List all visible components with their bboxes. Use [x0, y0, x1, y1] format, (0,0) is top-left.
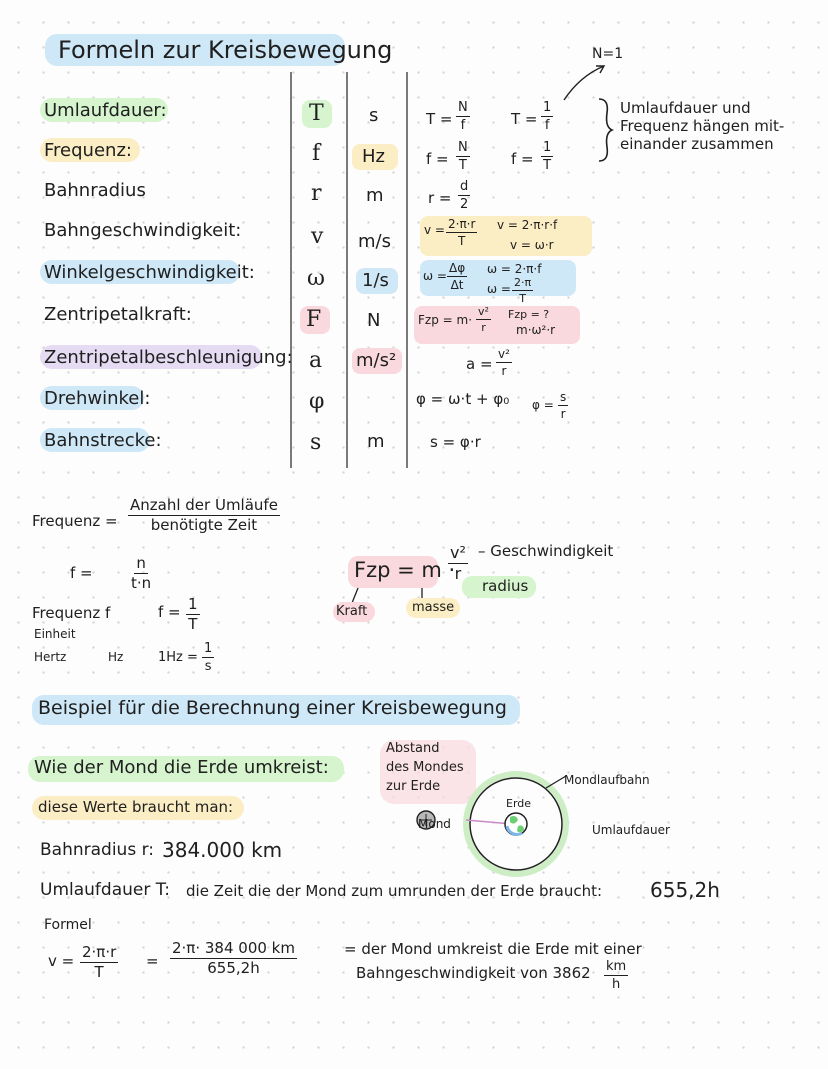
formula-w3-fraction	[512, 277, 533, 304]
unit-formula-den: T	[188, 615, 198, 633]
moon-label: Mond	[418, 817, 451, 831]
formula-w3-den: T	[519, 292, 526, 305]
unit-label-3: Hertz	[34, 650, 67, 664]
side-note-line-2: Frequenz hängen mit-	[620, 117, 785, 135]
fzp-fraction	[448, 545, 468, 582]
top-note: N=1	[592, 46, 624, 62]
example-v-num: 2·π·r	[82, 943, 117, 961]
formula-r-num: d	[460, 179, 469, 194]
orbit-label: Mondlaufbahn	[564, 773, 650, 787]
formula-f1-num: N	[458, 140, 468, 155]
result-unit-fraction	[604, 960, 628, 991]
formula-phi2-lhs: φ =	[532, 398, 554, 412]
distance-line-2: des Mondes	[386, 760, 464, 775]
formula-w3-lhs: ω =	[487, 282, 511, 296]
frequenz-fraction	[128, 498, 280, 533]
formula-w1-num: Δφ	[449, 261, 466, 275]
formula-f2-num: 1	[543, 140, 552, 155]
symbol-r: r	[311, 181, 322, 206]
formula-f1-lhs: f =	[426, 150, 449, 168]
note-radius: radius	[482, 577, 529, 595]
note-kraft: Kraft	[336, 604, 368, 619]
f-formula-lhs: f =	[70, 564, 93, 582]
unit-1s: 1/s	[362, 270, 389, 291]
side-note-line-3: einander zusammen	[620, 135, 774, 153]
unit-hz-num: 1	[204, 641, 213, 656]
result-unit-num: km	[606, 959, 627, 974]
example-calc-fraction	[170, 941, 297, 976]
formula-r-den: 2	[459, 197, 469, 212]
example-v-den: T	[94, 963, 104, 981]
formula-a-lhs: a =	[466, 355, 493, 373]
unit-formula-num: 1	[188, 595, 198, 613]
formula-label: Formel	[44, 917, 92, 933]
symbol-F: F	[306, 307, 322, 332]
example-v-fraction	[80, 945, 118, 980]
period-line-text: die Zeit die der Mond zum umrunden der Erde braucht:	[186, 882, 603, 900]
formula-T2-num: 1	[543, 100, 552, 115]
example-needed: diese Werte braucht man:	[38, 798, 234, 816]
note-geschwindigkeit: – Geschwindigkeit	[478, 542, 614, 560]
unit-formula-lhs: f =	[158, 603, 181, 621]
symbol-f: f	[312, 141, 321, 166]
example-calc-num: 2·π· 384 000 km	[172, 939, 295, 957]
result-line-1: = der Mond umkreist die Erde mit einer	[344, 940, 642, 958]
table-divider-3	[406, 72, 408, 468]
table-divider-1	[290, 72, 292, 468]
formula-T2-fraction	[541, 101, 553, 132]
formula-w1-lhs: ω =	[423, 269, 447, 283]
formula-v3: v = ω·r	[510, 238, 554, 252]
formula-T1-fraction	[456, 101, 470, 132]
result-line-2: Bahngeschwindigkeit von 3862	[356, 964, 591, 982]
brace	[595, 95, 615, 165]
formula-F1-num: v²	[478, 305, 489, 318]
formula-w1-den: Δt	[450, 278, 464, 292]
formula-w2: ω = 2·π·f	[487, 262, 542, 276]
formula-f1-den: T	[458, 158, 467, 173]
row-label-umlaufdauer: Umlaufdauer:	[44, 100, 167, 121]
formula-T2-lhs: T =	[511, 110, 538, 128]
formula-a-den: r	[501, 364, 507, 378]
formula-w1-fraction	[447, 262, 467, 291]
formula-v1-lhs: v =	[424, 223, 445, 237]
side-note-line-1: Umlaufdauer und	[620, 99, 751, 117]
unit-s: s	[369, 105, 379, 126]
formula-r-fraction	[458, 180, 470, 211]
example-question: Wie der Mond die Erde umkreist:	[34, 757, 329, 778]
unit-ms: m/s	[358, 231, 391, 252]
formula-phi2-den: r	[560, 407, 566, 421]
period-line-value: 655,2h	[650, 878, 720, 902]
formula-T1-lhs: T =	[426, 110, 453, 128]
frequenz-label: Frequenz =	[32, 512, 118, 530]
formula-F1-fraction	[476, 306, 491, 333]
formula-s: s = φ·r	[430, 433, 481, 451]
formula-phi1: φ = ω·t + φ₀	[416, 390, 510, 408]
frequenz-num: Anzahl der Umläufe	[130, 496, 278, 514]
example-eq: =	[146, 952, 159, 970]
formula-f2-den: T	[543, 158, 552, 173]
formula-a-num: v²	[498, 347, 510, 361]
fzp-num: v²	[450, 543, 466, 562]
unit-hz-fraction	[202, 642, 214, 673]
row-label-frequenz: Frequenz:	[44, 140, 132, 161]
formula-v1-num: 2·π·r	[448, 217, 476, 231]
row-label-bahnstrecke: Bahnstrecke:	[44, 430, 162, 451]
formula-v1-fraction	[446, 218, 477, 247]
unit-m: m	[366, 185, 384, 206]
unit-formula-fraction	[186, 597, 200, 632]
page-title: Formeln zur Kreisbewegung	[58, 36, 393, 64]
unit-label-2: Einheit	[34, 627, 76, 641]
row-label-bahngeschwindigkeit: Bahngeschwindigkeit:	[44, 220, 242, 241]
fzp-lhs: Fzp = m ·	[354, 558, 456, 582]
f-formula-den: t·n	[131, 574, 152, 592]
note-masse: masse	[412, 600, 455, 615]
formula-phi2-fraction	[558, 391, 568, 420]
unit-m-2: m	[367, 431, 385, 452]
row-label-winkelgeschwindigkeit: Winkelgeschwindigkeit:	[44, 262, 255, 283]
row-label-zentripetalkraft: Zentripetalkraft:	[44, 304, 192, 325]
table-divider-2	[346, 72, 348, 468]
frequenz-den: benötigte Zeit	[150, 516, 258, 534]
formula-F2: Fzp = ?	[508, 308, 550, 321]
row-label-zentripetalbeschleunigung: Zentripetalbeschleunigung:	[44, 347, 293, 368]
symbol-v: v	[311, 224, 324, 249]
distance-line-3: zur Erde	[386, 779, 441, 794]
symbol-T: T	[309, 101, 324, 126]
formula-phi2-num: s	[560, 390, 567, 404]
symbol-s: s	[310, 430, 322, 455]
unit-hz: Hz	[362, 146, 385, 167]
formula-f1-fraction	[456, 141, 470, 172]
formula-T2-den: f	[544, 118, 550, 133]
formula-f2-fraction	[541, 141, 553, 172]
earth-label: Erde	[506, 797, 532, 810]
row-label-drehwinkel: Drehwinkel:	[44, 388, 151, 409]
formula-T1-den: f	[460, 118, 466, 133]
formula-a-fraction	[496, 348, 512, 377]
formula-f2-lhs: f =	[511, 150, 534, 168]
symbol-a: a	[309, 348, 323, 373]
fzp-den: r	[454, 564, 462, 583]
formula-v1-den: T	[458, 234, 466, 248]
formula-w3-num: 2·π	[514, 276, 532, 289]
symbol-omega: ω	[307, 266, 325, 291]
formula-T1-num: N	[458, 100, 468, 115]
unit-hz-label: Hz	[108, 650, 124, 664]
unit-label-1: Frequenz f	[32, 604, 111, 622]
f-formula-num: n	[136, 554, 146, 572]
formula-r-lhs: r =	[428, 189, 452, 207]
formula-F3: m·ω²·r	[516, 323, 556, 337]
example-heading: Beispiel für die Berechnung einer Kreisbewegung	[38, 697, 507, 719]
formula-F1-den: r	[481, 321, 486, 334]
unit-ms2: m/s²	[356, 350, 397, 371]
unit-hz-lhs: 1Hz =	[158, 650, 198, 665]
unit-hz-den: s	[204, 659, 212, 674]
unit-N: N	[367, 310, 381, 331]
radius-line-label: Bahnradius r:	[40, 840, 155, 860]
orbit-diagram	[460, 770, 580, 880]
period-line-label: Umlaufdauer T:	[40, 880, 170, 900]
radius-line-value: 384.000 km	[162, 838, 283, 862]
example-v-lhs: v =	[48, 952, 75, 970]
formula-F1-lhs: Fzp = m·	[418, 313, 473, 327]
symbol-phi: φ	[309, 389, 325, 414]
result-unit-den: h	[611, 977, 621, 992]
distance-line-1: Abstand	[386, 741, 440, 756]
example-calc-den: 655,2h	[207, 959, 260, 977]
f-formula-fraction	[131, 556, 151, 591]
period-label: Umlaufdauer	[592, 823, 670, 837]
row-label-bahnradius: Bahnradius	[44, 180, 146, 201]
formula-v2: v = 2·π·r·f	[497, 218, 558, 232]
